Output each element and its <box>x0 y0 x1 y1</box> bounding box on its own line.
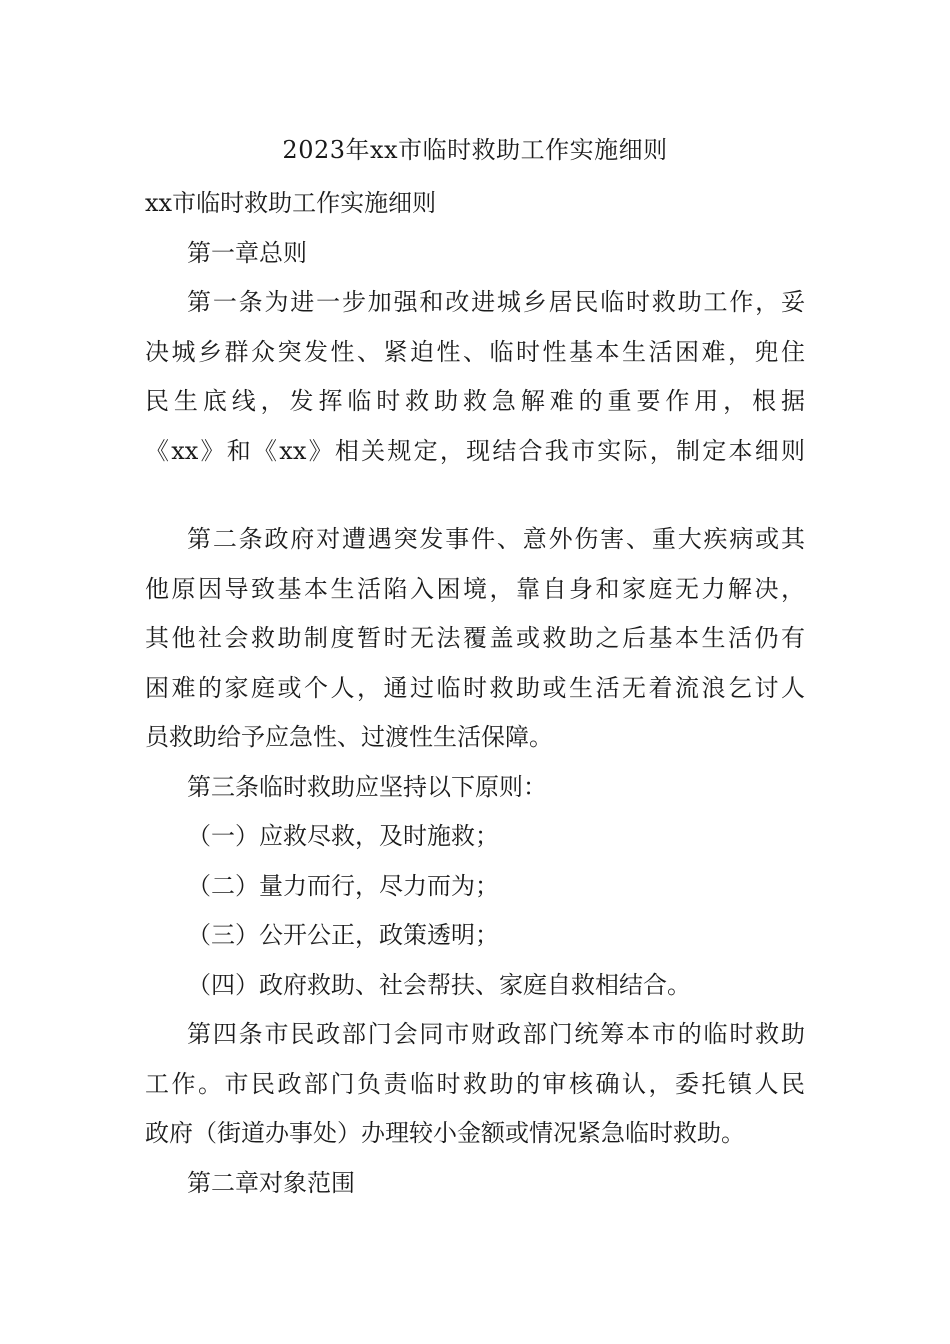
chapter-heading-1: 第一章总则 <box>187 238 307 267</box>
article-2-line: 他原因导致基本生活陷入困境，靠自身和家庭无力解决， <box>145 574 805 603</box>
chapter-heading-2: 第二章对象范围 <box>187 1168 355 1197</box>
article-2-line: 员救助给予应急性、过渡性生活保障。 <box>145 723 553 751</box>
paragraph-gap <box>145 476 805 515</box>
article-1-line: 第一条为进一步加强和改进城乡居民临时救助工作，妥 <box>187 288 805 316</box>
article-4 <box>145 1010 805 1159</box>
principle-item: （二）量力而行，尽力而为； <box>187 871 499 900</box>
article-1 <box>145 278 805 476</box>
article-1-line: 决城乡群众突发性、紧迫性、临时性基本生活困难，兜住 <box>145 337 805 366</box>
article-2-line: 第二条政府对遭遇突发事件、意外伤害、重大疾病或其 <box>187 525 805 553</box>
subtitle: xx市临时救助工作实施细则 <box>145 189 437 217</box>
article-1-line: 民生底线，发挥临时救助救急解难的重要作用，根据 <box>145 387 805 415</box>
principle-item: （四）政府救助、社会帮扶、家庭自救相结合。 <box>187 970 691 999</box>
article-3: 第三条临时救助应坚持以下原则： <box>187 772 547 801</box>
principle-item: （三）公开公正，政策透明； <box>187 921 499 949</box>
document-body <box>145 179 805 1208</box>
article-1-line: 《xx》和《xx》相关规定，现结合我市实际，制定本细则 <box>145 436 805 465</box>
article-2-line: 困难的家庭或个人，通过临时救助或生活无着流浪乞讨人 <box>145 673 805 702</box>
document-title: 2023年xx市临时救助工作实施细则 <box>282 136 668 164</box>
article-2 <box>145 515 805 763</box>
article-4-line: 政府（街道办事处）办理较小金额或情况紧急临时救助。 <box>145 1119 745 1147</box>
article-4-line: 工作。市民政部门负责临时救助的审核确认，委托镇人民 <box>145 1069 805 1098</box>
article-2-line: 其他社会救助制度暂时无法覆盖或救助之后基本生活仍有 <box>145 624 805 652</box>
article-4-line: 第四条市民政部门会同市财政部门统筹本市的临时救助 <box>187 1020 805 1048</box>
principle-item: （一）应救尽救，及时施救； <box>187 822 499 850</box>
